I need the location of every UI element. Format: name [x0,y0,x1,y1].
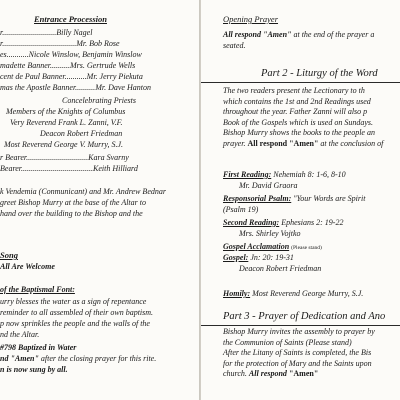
font-line-4: nd the Altar. [0,330,40,339]
bearer-row-2 [0,164,138,174]
homily-text: Most Reverend George Murry, S.J. [250,289,364,298]
respond-tail: after the closing prayer for this rite. [38,354,157,363]
procession-name: Mr. Dave Hanton [95,83,151,92]
procession-role: es...........Nicole Winslow, [0,50,81,59]
procession-role: mas the Apostle Banner.......... [0,83,96,92]
bearer-role: r Bearer............................... [0,153,89,162]
gospel-deacon: Deacon Robert Friedman [239,264,322,273]
concelebrating-priests: Concelebrating Priests [62,96,136,105]
first-reading-row [223,170,346,180]
procession-row-6 [0,83,151,93]
procession-role: madette Banner.......... [0,61,70,70]
part2-last-pre: prayer. [223,138,248,148]
part2-line-2: which contains the 1st and 2nd Readings used [223,96,371,106]
procession-row-3 [0,50,142,60]
greeting-line-2: greet Bishop Murry at the base of the Altar to [0,198,146,207]
procession-name: Billy Nagel [56,28,93,37]
part2-line-6 [223,139,383,150]
procession-row-1 [0,28,92,38]
entrance-procession-heading: Entrance Procession [34,14,107,24]
part3-title: Part 3 - Prayer of Dedication and Ano [223,311,386,322]
opening-tail-2: seated. [223,41,246,50]
procession-name: Mrs. Gertrude Wells [70,61,136,70]
song-subtitle: All Are Welcome [0,262,55,271]
part3-last-amen: "Amen" [288,369,319,379]
gospel-acclamation-row [223,242,322,253]
greeting-line-3: hand over the building to the Bishop and the [0,209,143,218]
please-stand-note: (Please stand) [291,245,322,251]
opening-tail: at the end of the prayer a [291,30,375,39]
gospel-label: Gospel: [223,253,249,262]
part3-last-pre: church. [223,369,249,379]
second-reader: Mrs. Shirley Vojtko [239,229,301,238]
psalm-text: "Your Words are Spirit [291,194,366,203]
bearer-row-1 [0,153,129,163]
part3-line-2: the Communion of Saints (Please stand) [223,337,352,347]
rite-respond-line [0,354,156,364]
opening-amen: "Amen" [263,30,292,39]
part2-rule [201,82,400,83]
part2-last-bold: All respond "Amen" [247,138,319,148]
part2-title: Part 2 - Liturgy of the Word [261,68,378,79]
part3-line-4: for the protection of Mary and the Saints upon [223,358,372,368]
homily-label: Homily: [223,289,251,298]
knights-of-columbus: Members of the Knights of Columbus [6,107,126,116]
opening-respond-label: All respond [223,30,264,39]
bearer-name: Keith Hilliard [93,164,138,173]
bishop-line: Most Reverend George V. Murry, S.J. [4,140,124,149]
procession-row-5 [0,72,143,82]
part3-line-3: After the Litany of Saints is completed, the Bis [223,348,372,358]
greeting-line-1: k Vendemia (Conmunicant) and Mr. Andrew Bednar [0,187,166,196]
psalm-row [223,194,365,204]
hymn-line: #798 Baptized in Water [0,343,77,352]
procession-name: Mr. Bob Rose [76,39,120,48]
procession-role: cent de Paul Banner........... [0,72,87,81]
part3-paragraph [223,327,375,380]
procession-name: Benjamin Winslow [82,50,142,59]
psalm-ref: (Psalm 19) [223,205,259,214]
font-line-3: p now sprinkles the people and the walls of the [0,319,150,328]
left-page [0,0,199,400]
gospel-acclamation-label: Gospel Acclamation [223,242,290,251]
zanni-line: Very Reverend Frank L. Zanni, V.F. [10,118,123,127]
part2-paragraph [223,86,383,150]
first-reading-ref: Nehemiah 8: 1-6, 8-10 [271,170,346,179]
baptismal-font-title: of the Baptismal Font: [0,285,75,294]
part3-last-bold: All respond [248,369,289,379]
gospel-ref: Jn: 20: 19-31 [248,253,294,262]
font-line-2: reminder to all assembled of their own baptism. [0,308,154,317]
part2-line-3: throughout the year. Father Zanni will also p [223,107,368,117]
homily-row [223,289,363,299]
procession-row-4 [0,61,135,71]
part2-line-1: The two readers present the Lectionary to th [223,86,365,95]
deacon-line: Deacon Robert Friedman [40,129,123,138]
opening-respond-line [223,30,374,40]
second-reading-ref: Ephesians 2: 19-22 [279,218,344,227]
part3-line-5 [223,369,375,380]
font-line-1: urry blesses the water as a sign of repentance [0,297,147,306]
procession-name: Mr. Jerry Piekuta [86,72,143,81]
procession-role: r........................... [0,28,57,37]
part3-rule [201,325,400,326]
gospel-row [223,253,294,263]
respond-amen: "Amen" [10,354,39,363]
procession-role: r..................................... [0,39,77,48]
part2-line-4: Book of the Gospels which is used on Sundays. [223,117,373,127]
first-reader: Mr. David Graora [239,181,298,190]
psalm-label: Responsorial Psalm: [223,194,292,203]
bearer-name: Kara Svarny [88,153,129,162]
procession-row-2 [0,39,120,49]
part2-line-5: Bishop Murry shows the books to the people an [223,128,375,138]
sung-line: n is now sung by all. [0,365,68,374]
second-reading-label: Second Reading: [223,218,280,227]
second-reading-row [223,218,343,228]
song-title: Song [0,250,18,260]
bearer-role: Bearer.................................... [0,164,94,173]
part3-line-1: Bishop Murry invites the assembly to prayer by [223,327,375,336]
part2-last-post: at the conclusion of [318,138,384,148]
right-page [201,0,400,400]
opening-prayer-title: Opening Prayer [223,14,279,24]
respond-prefix: nd [0,354,11,363]
first-reading-label: First Reading: [223,170,272,179]
